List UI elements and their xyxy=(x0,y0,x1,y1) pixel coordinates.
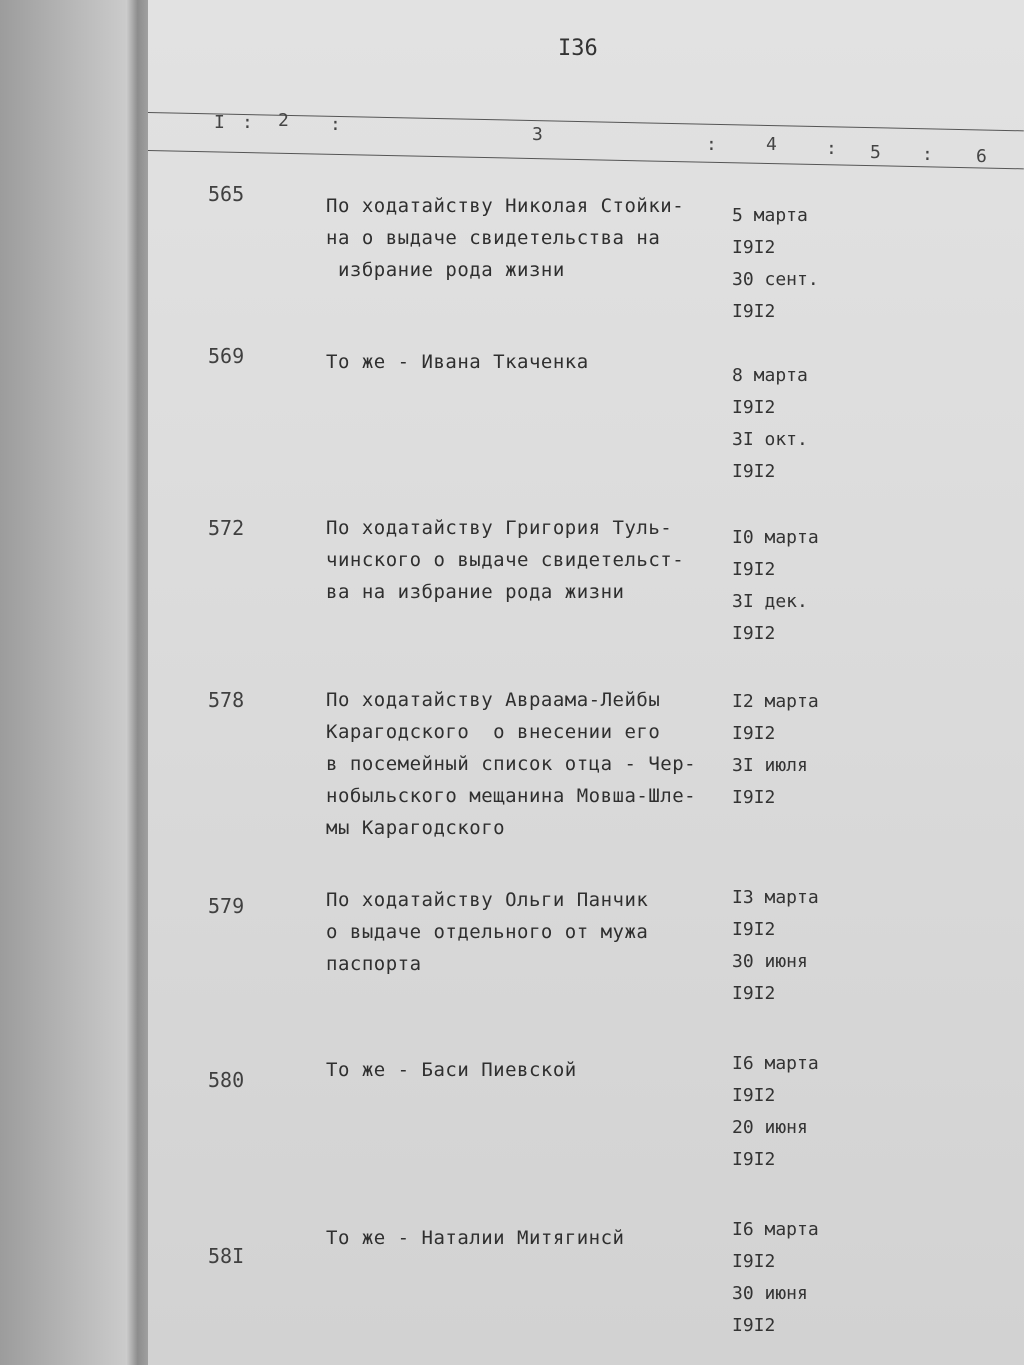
entry-description: То же - Баси Пиевской xyxy=(326,1059,577,1081)
entry-dates: I0 марта I9I2 3I дек. I9I2 xyxy=(732,527,819,644)
entry-dates: I3 марта I9I2 30 июня I9I2 xyxy=(732,887,819,1004)
column-separator: : xyxy=(922,144,933,165)
column-header-6: 6 xyxy=(976,146,987,167)
entry-description: По ходатайству Авраама-Лейбы Карагодского о внесении его в посемейный список отца - Чер- нобыльского мещанина Мовша-Шле- мы Карагодского xyxy=(326,689,697,839)
entry-dates: I2 марта I9I2 3I июля I9I2 xyxy=(732,691,819,808)
entry-description: По ходатайству Николая Стойки- на о выдаче свидетельства на избрание рода жизни xyxy=(326,195,685,281)
entry-dates: 5 марта I9I2 30 сент. I9I2 xyxy=(732,205,819,322)
entry-number: 579 xyxy=(208,894,245,918)
entry-number: 569 xyxy=(208,344,245,368)
entry-description: По ходатайству Григория Туль- чинского о выдаче свидетельст- ва на избрание рода жизни xyxy=(326,517,685,603)
left-page xyxy=(0,0,140,1365)
entry-number: 565 xyxy=(208,182,245,206)
entry-description: То же - Наталии Митягинсй xyxy=(326,1227,625,1249)
column-separator: : xyxy=(826,138,837,159)
entry-number: 578 xyxy=(208,688,245,712)
entry-description: По ходатайству Ольги Панчик о выдаче отдельного от мужа паспорта xyxy=(326,889,649,975)
entry-dates: 8 марта I9I2 3I окт. I9I2 xyxy=(732,365,808,482)
document-page xyxy=(148,0,1024,1365)
header-rule-bottom xyxy=(148,150,1024,169)
entry-description: То же - Ивана Ткаченка xyxy=(326,351,589,373)
entry-number: 572 xyxy=(208,516,245,540)
column-header-2: 2 xyxy=(278,110,289,131)
entry-number: 580 xyxy=(208,1068,245,1092)
entry-dates: I6 марта I9I2 20 июня I9I2 xyxy=(732,1053,819,1170)
column-header-3: 3 xyxy=(532,124,543,145)
column-separator: : xyxy=(706,134,717,155)
column-separator: : xyxy=(242,112,253,133)
column-header-5: 5 xyxy=(870,142,881,163)
column-separator: : xyxy=(330,114,341,135)
page-number: I36 xyxy=(558,36,598,61)
entry-dates: I6 марта I9I2 30 июня I9I2 xyxy=(732,1219,819,1336)
column-header-1: I xyxy=(214,112,225,133)
column-header-4: 4 xyxy=(766,134,777,155)
entry-number: 58I xyxy=(208,1244,245,1268)
